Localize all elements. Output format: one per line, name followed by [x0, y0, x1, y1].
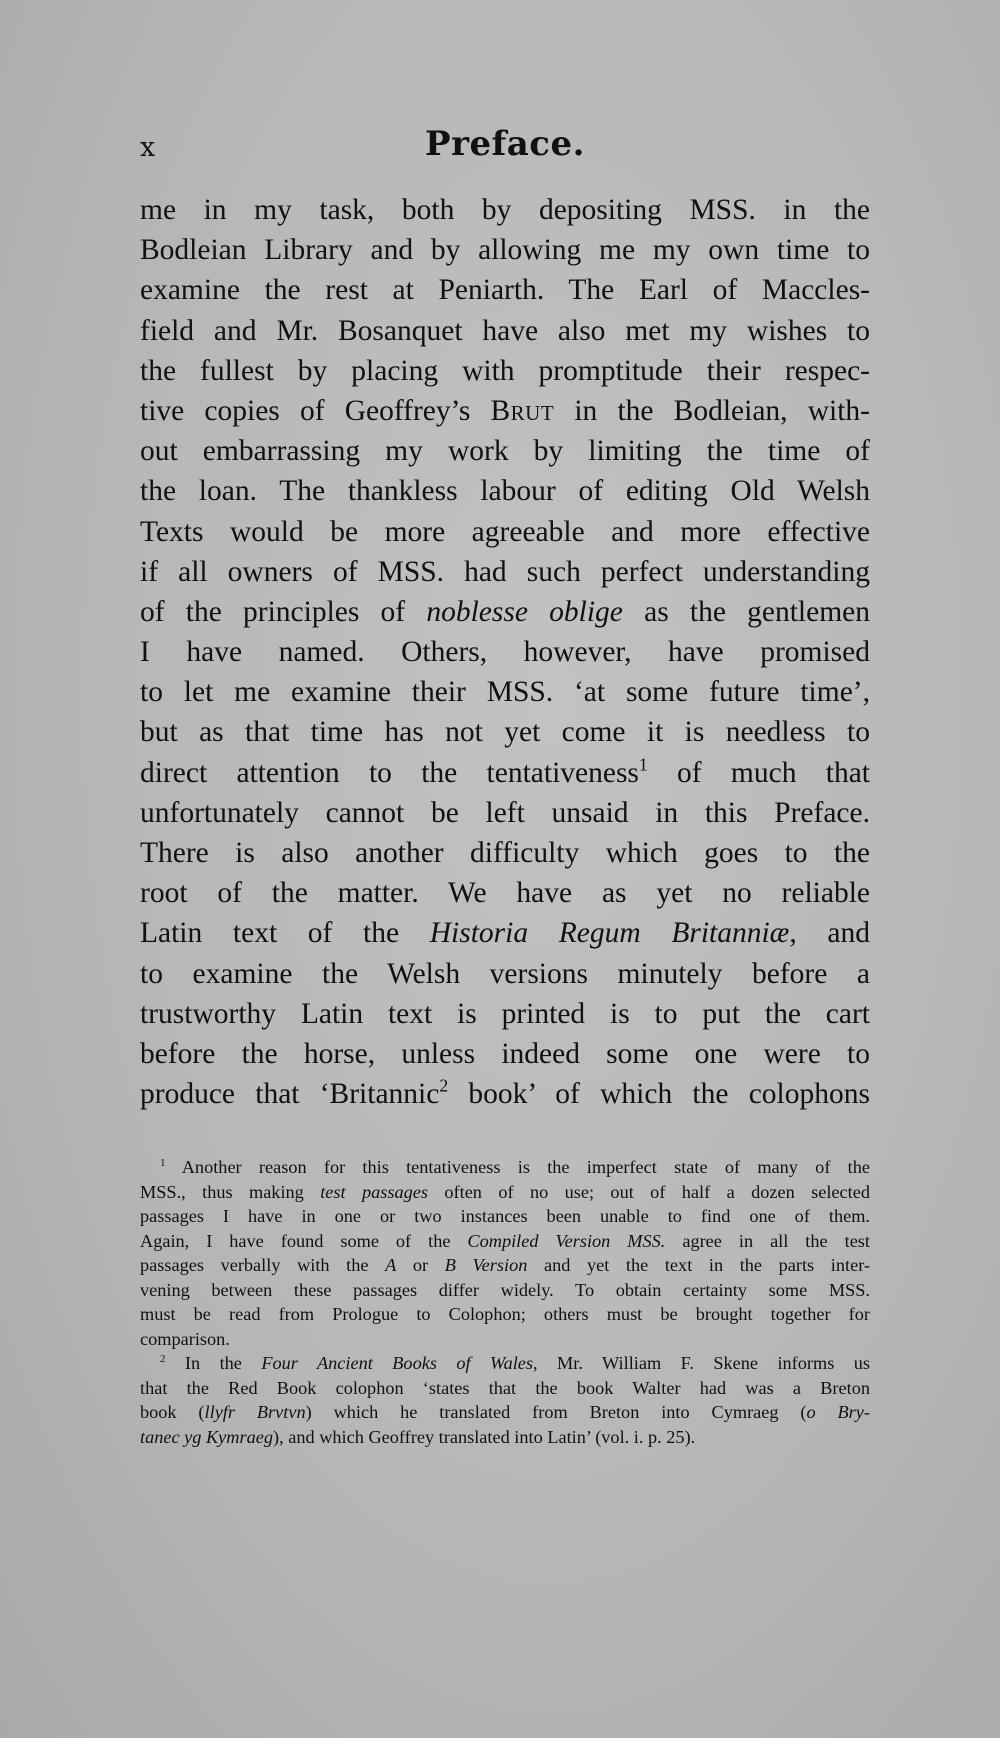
- page-number: x: [140, 132, 157, 163]
- footnote-marker: 1: [160, 1156, 166, 1169]
- running-title: Preface.: [425, 124, 585, 164]
- footnote-2-line: book (llyfr Brvtvn) which he translated from Breton into Cymraeg (o Bry-: [140, 1402, 870, 1422]
- body-line: examine the rest at Peniarth. The Earl of Maccles-: [140, 274, 870, 307]
- body-line: unfortunately cannot be left unsaid in this Preface.: [140, 796, 870, 829]
- footnote-1-line: MSS., thus making test passages often of no use; out of half a dozen selected: [140, 1181, 870, 1202]
- body-line: to let me examine their MSS. ‘at some future time’,: [140, 676, 870, 709]
- body-line: I have named. Others, however, have promised: [140, 636, 870, 669]
- footnote-1-line: $^1$ Another reason for this tentativeness is the imperfect state of many of the: [160, 1156, 870, 1177]
- body-line: root of the matter. We have as yet no reliable: [140, 877, 870, 910]
- body-line: the fullest by placing with promptitude their respec-: [140, 354, 870, 387]
- footnote-1-line: passages verbally with the A or B Version and yet the text in the parts inter-: [140, 1255, 871, 1275]
- page-header: [140, 118, 870, 178]
- body-line: the loan. The thankless labour of editing Old Welsh: [140, 475, 870, 508]
- footnotes: [140, 1155, 870, 1449]
- footnote-ref: 1: [638, 754, 648, 775]
- italic-phrase: noblesse oblige: [426, 595, 623, 628]
- body-line: tive copies of Geoffrey’s Brut in the Bodleian, with-: [140, 394, 871, 427]
- body-line: of the principles of noblesse oblige as the gentlemen: [140, 595, 870, 628]
- body-line: trustworthy Latin text is printed is to put the cart: [140, 997, 870, 1030]
- body-line: Texts would be more agreeable and more effective: [140, 515, 870, 548]
- footnote-1-line: Again, I have found some of the Compiled Version MSS. agree in all the test: [140, 1230, 870, 1251]
- footnote-1-line: must be read from Prologue to Colophon; others must be brought together for: [140, 1304, 870, 1324]
- body-line: me in my task, both by depositing MSS. in the: [140, 194, 870, 226]
- footnote-1-line: passages I have in one or two instances been unable to find one of them.: [140, 1206, 870, 1226]
- body-line: field and Mr. Bosanquet have also met my wishes to: [140, 314, 870, 347]
- body-line: produce that ‘Britannic$^2$ book’ of which the colophons: [140, 1075, 870, 1111]
- body-line: out embarrassing my work by limiting the time of: [140, 435, 870, 468]
- body-line: direct attention to the tentativeness$^1$ of much that: [140, 754, 870, 789]
- body-line: before the horse, unless indeed some one were to: [140, 1037, 870, 1070]
- body-line: Latin text of the Historia Regum Britanniæ, and: [140, 917, 870, 950]
- body-line: There is also another difficulty which goes to the: [140, 837, 870, 869]
- footnote-ref: 2: [439, 1075, 449, 1096]
- footnote-1-line: vening between these passages differ widely. To obtain certainty some MSS.: [140, 1279, 870, 1300]
- italic-title: Historia Regum Britanniæ: [429, 917, 790, 950]
- small-caps-word: Brut: [490, 394, 555, 427]
- body-line: if all owners of MSS. had such perfect understanding: [140, 555, 870, 588]
- body-line: to examine the Welsh versions minutely before a: [140, 957, 870, 990]
- body-line: Bodleian Library and by allowing me my own time to: [140, 234, 870, 267]
- body-text: [140, 190, 870, 1114]
- footnote-1-line: comparison.: [140, 1328, 230, 1349]
- body-line: but as that time has not yet come it is needless to: [140, 716, 870, 749]
- footnote-marker: 2: [160, 1352, 166, 1365]
- footnote-2-line: $^2$ In the Four Ancient Books of Wales, Mr. William F. Skene informs us: [160, 1352, 870, 1373]
- footnote-2-line: tanec yg Kymraeg), and which Geoffrey translated into Latin’ (vol. i. p. 25).: [140, 1426, 696, 1447]
- footnote-2-line: that the Red Book colophon ‘states that the book Walter had was a Breton: [140, 1377, 870, 1398]
